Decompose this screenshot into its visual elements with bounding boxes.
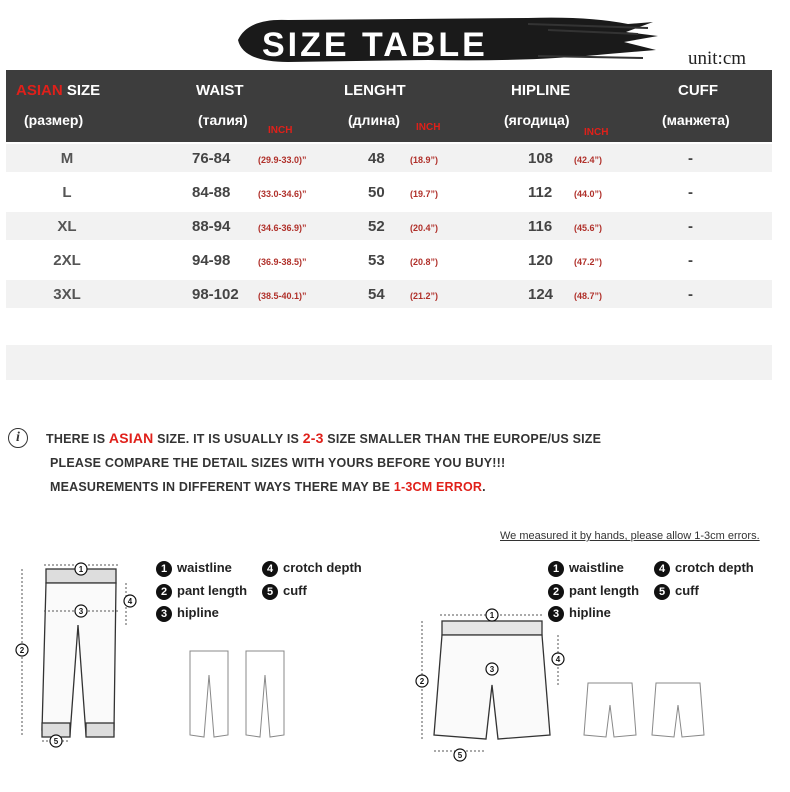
- header-waist: WAIST: [196, 82, 244, 99]
- cell-hip: 120: [528, 252, 554, 269]
- pants-sketch-diagram: [184, 645, 294, 745]
- cell-waist: 84-88: [192, 184, 231, 201]
- table-row-empty: [6, 310, 772, 340]
- table-row: [6, 144, 772, 172]
- marker-4: 4: [555, 655, 561, 664]
- cell-size: M: [60, 150, 74, 167]
- cell-cuff: -: [688, 252, 693, 269]
- cell-length: 54: [368, 286, 385, 303]
- cell-hip-inch: (45.6”): [574, 223, 603, 233]
- legend-item: 1 waistline: [156, 560, 232, 577]
- table-row-empty: [6, 345, 772, 380]
- header-size-sub: (размер): [24, 112, 84, 128]
- cell-waist: 98-102: [192, 286, 239, 303]
- header-hipline-sub: (ягодица): [504, 112, 570, 128]
- cell-waist-inch: (29.9-33.0)”: [258, 155, 307, 165]
- cell-waist-inch: (38.5-40.1)”: [258, 291, 307, 301]
- cell-waist: 88-94: [192, 218, 231, 235]
- table-row: [6, 212, 772, 240]
- legend-item: 3 hipline: [548, 605, 611, 622]
- legend-item: 4 crotch depth: [262, 560, 362, 577]
- header-hipline-inch: INCH: [584, 127, 609, 138]
- legend-item: 2 pant length: [156, 583, 247, 600]
- marker-3: 3: [78, 607, 84, 616]
- cell-cuff: -: [688, 286, 693, 303]
- shorts-sketch-diagram: [582, 675, 712, 745]
- unit-label: unit:cm: [688, 48, 747, 69]
- title-banner: [228, 10, 658, 70]
- cell-waist: 76-84: [192, 150, 231, 167]
- legend-item: 5 cuff: [262, 583, 307, 600]
- cell-hip-inch: (48.7”): [574, 291, 603, 301]
- cell-length: 52: [368, 218, 385, 235]
- header-hipline: HIPLINE: [511, 82, 571, 99]
- header-length-sub: (длина): [348, 112, 400, 128]
- cell-size: 3XL: [53, 286, 81, 303]
- header-cuff-sub: (манжета): [662, 112, 730, 128]
- cell-cuff: -: [688, 184, 693, 201]
- cell-length-inch: (20.8”): [410, 257, 439, 267]
- cell-size: XL: [57, 218, 77, 235]
- cell-length-inch: (20.4”): [410, 223, 439, 233]
- legend-item: 1 waistline: [548, 560, 624, 577]
- marker-1: 1: [489, 611, 495, 620]
- info-line-3: MEASUREMENTS IN DIFFERENT WAYS THERE MAY BE 1-3CM ERROR.: [50, 480, 486, 494]
- header-cuff: CUFF: [678, 82, 718, 99]
- header-length: LENGHT: [344, 82, 406, 99]
- marker-5: 5: [53, 737, 59, 746]
- cell-waist-inch: (33.0-34.6)”: [258, 189, 307, 199]
- marker-3: 3: [489, 665, 495, 674]
- table-header: [6, 70, 772, 142]
- cell-length-inch: (18.9”): [410, 155, 439, 165]
- cell-hip: 108: [528, 150, 554, 167]
- cell-hip-inch: (47.2”): [574, 257, 603, 267]
- shorts-diagram: [412, 605, 572, 765]
- table-row: [6, 178, 772, 206]
- cell-hip-inch: (42.4”): [574, 155, 603, 165]
- cell-waist: 94-98: [192, 252, 231, 269]
- legend-item: 3 hipline: [156, 605, 219, 622]
- marker-1: 1: [78, 565, 84, 574]
- info-line-2: PLEASE COMPARE THE DETAIL SIZES WITH YOURS BEFORE YOU BUY!!!: [50, 456, 506, 470]
- table-row: [6, 280, 772, 308]
- cell-size: L: [62, 184, 72, 201]
- cell-cuff: -: [688, 150, 693, 167]
- long-pants-diagram: [14, 555, 144, 755]
- header-size: ASIAN SIZE: [16, 82, 101, 99]
- cell-length: 48: [368, 150, 385, 167]
- info-line-1: THERE IS ASIAN SIZE. IT IS USUALLY IS 2-3 SIZE SMALLER THAN THE EUROPE/US SIZE: [46, 430, 602, 446]
- cell-waist-inch: (36.9-38.5)”: [258, 257, 307, 267]
- page-title: SIZE TABLE: [262, 26, 488, 64]
- cell-hip: 112: [528, 184, 553, 201]
- measured-note: We measured it by hands, please allow 1-3cm errors.: [500, 530, 760, 542]
- header-waist-inch: INCH: [268, 125, 293, 136]
- cell-length-inch: (19.7”): [410, 189, 439, 199]
- legend-item: 2 pant length: [548, 583, 639, 600]
- cell-hip-inch: (44.0”): [574, 189, 603, 199]
- header-waist-sub: (талия): [198, 112, 248, 128]
- cell-cuff: -: [688, 218, 693, 235]
- legend-item: 4 crotch depth: [654, 560, 754, 577]
- marker-2: 2: [19, 646, 25, 655]
- cell-length: 50: [368, 184, 385, 201]
- cell-waist-inch: (34.6-36.9)”: [258, 223, 307, 233]
- cell-hip: 124: [528, 286, 554, 303]
- cell-length-inch: (21.2”): [410, 291, 439, 301]
- cell-size: 2XL: [53, 252, 81, 269]
- cell-length: 53: [368, 252, 385, 269]
- table-row: [6, 246, 772, 274]
- marker-5: 5: [457, 751, 463, 760]
- marker-2: 2: [419, 677, 425, 686]
- legend-item: 5 cuff: [654, 583, 699, 600]
- marker-4: 4: [127, 597, 133, 606]
- info-icon: i: [8, 428, 28, 448]
- cell-hip: 116: [528, 218, 553, 235]
- header-length-inch: INCH: [416, 122, 441, 133]
